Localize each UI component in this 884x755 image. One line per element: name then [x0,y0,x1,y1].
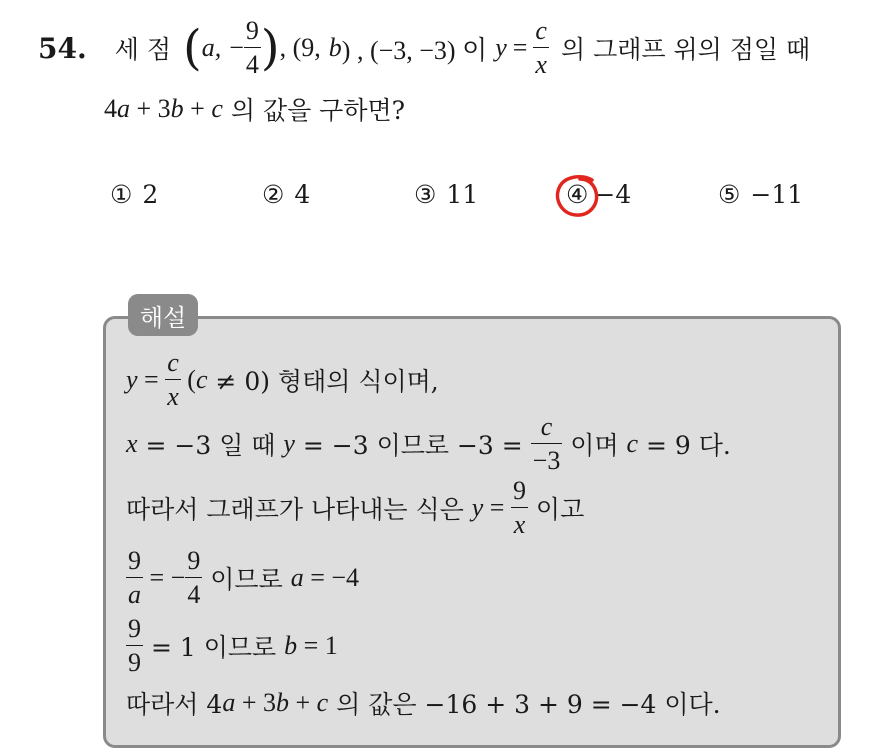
fraction-c-minus3 [531,414,563,474]
expr-part: + [288,688,317,717]
choice-2[interactable] [262,180,310,209]
choice-mark: ② [262,180,285,209]
choice-value: 11 [446,180,479,209]
equals-sign: = [512,33,528,62]
solution-text: 이며 [562,431,627,460]
question-text: 의 그래프 위의 점일 때 [560,35,811,64]
choice-value: −4 [594,180,632,209]
fraction-denominator: 4 [187,580,201,609]
solution-text: = 1 이므로 [143,633,285,662]
fraction-denominator: x [535,50,547,79]
fraction-c-x [165,350,181,410]
var-y: y [495,33,507,62]
paren-close: ) [260,20,280,76]
fraction-denominator: a [128,580,141,609]
solution-text: 이므로 [202,565,291,594]
var-b: b [170,94,184,123]
fraction-9-x [511,478,528,538]
var-c: c [626,429,639,458]
var-a: a, [201,33,222,62]
solution-line-6 [126,686,721,720]
fraction-denominator: 4 [245,50,259,79]
fraction-numerator: 9 [126,616,143,646]
fraction-9-a [126,548,143,608]
solution-text: 따라서 그래프가 나타내는 식은 [126,495,472,524]
solution-line-1 [126,350,439,410]
solution-text: = −3 이므로 −3 = [294,431,531,460]
solution-text: 의 값은 −16 + 3 + 9 = −4 이다. [328,690,721,719]
var-a: a [222,688,236,717]
choice-mark: ⑤ [718,180,741,209]
var-a: a [290,563,304,592]
choice-mark: ④ [566,180,589,209]
var-y: y [471,493,484,522]
choice-value: 2 [142,180,159,209]
fraction-denominator: −3 [532,446,561,475]
solution-text: = −3 일 때 [137,431,284,460]
solution-line-3 [126,478,584,538]
var-b: b [284,631,298,660]
solution-text: 따라서 4 [126,690,223,719]
var-y: y [283,429,295,458]
choice-value: 4 [294,180,311,209]
fraction-numerator: 9 [185,548,202,578]
fraction-denominator: x [167,382,179,411]
fraction-numerator: c [531,414,563,444]
var-c: c [316,688,329,717]
equals-sign: = [483,493,511,522]
var-a: a [117,94,130,123]
question-number: 54. [38,31,87,65]
expr-part: = − [143,563,186,592]
equals-sign: = [137,365,166,394]
fraction-numerator: 9 [511,478,528,508]
var-x: x [126,429,138,458]
expr-part: 4 [104,94,117,123]
question-text: 세 점 [114,35,171,64]
solution-text: ≠ 0) 형태의 식이며, [207,367,439,396]
expr-part: + 3 [130,94,171,123]
fraction-numerator: c [165,350,181,380]
fraction-denominator: x [513,510,526,539]
var-c: c [195,365,208,394]
fraction-9-4 [185,548,202,608]
var-c: c [211,94,223,123]
solution-line-5 [126,616,338,676]
solution-line-4 [126,548,359,608]
fraction-denominator: 9 [128,648,141,677]
minus-sign: − [229,33,244,62]
solution-text: 이고 [527,495,585,524]
paren-open: ( [182,20,202,76]
point-2: , (9, [279,33,321,62]
question-line-2 [104,92,405,126]
choice-1[interactable] [110,180,158,209]
expr-part: = −4 [303,563,360,592]
fraction-numerator: c [533,18,549,48]
choice-mark: ① [110,180,133,209]
choice-mark: ③ [414,180,437,209]
choice-value: −11 [750,180,804,209]
answer-circle-mark [552,172,604,220]
expr-part: + [183,94,212,123]
var-b: b [275,688,289,717]
expr-part: = 1 [297,631,338,660]
question-text: 의 값을 구하면? [222,96,406,125]
point-3: ) , (−3, −3) 이 [341,35,488,65]
solution-tag: 해설 [128,294,198,336]
fraction-9-4 [244,18,261,78]
expr-part: ( [180,365,196,394]
fraction-9-9 [126,616,143,676]
choice-5[interactable] [718,180,803,209]
fraction-numerator: 9 [244,18,261,48]
var-y: y [126,365,138,394]
choice-3[interactable] [414,180,478,209]
fraction-numerator: 9 [126,548,143,578]
fraction-c-x [533,18,549,78]
solution-text: = 9 다. [638,431,731,460]
expr-part: + 3 [235,688,276,717]
var-b: b [328,33,342,62]
question-line-1 [38,18,810,78]
solution-line-2 [126,414,731,474]
